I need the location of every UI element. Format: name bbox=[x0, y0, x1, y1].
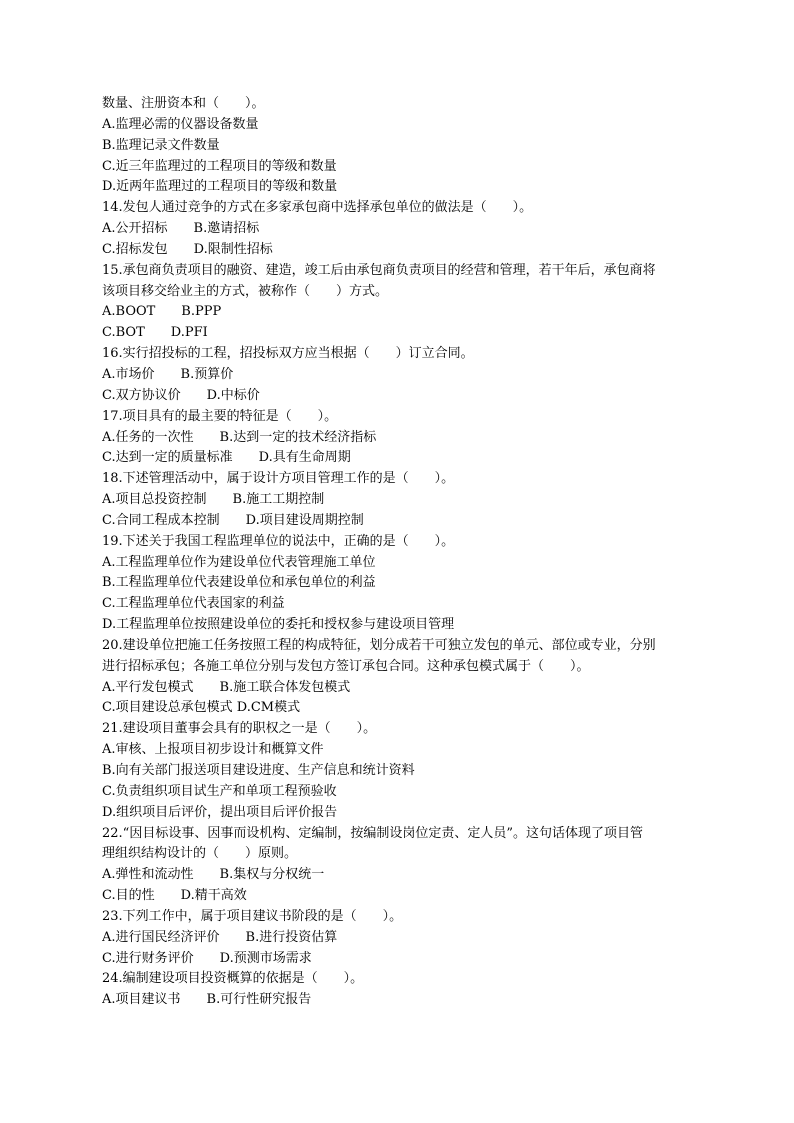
question-22: 22.“因目标设事、因事而设机构、定编制，按编制设岗位定责、定人员”。这句话体现了项目管 bbox=[102, 825, 643, 841]
option-c: C.近三年监理过的工程项目的等级和数量 bbox=[102, 158, 337, 174]
option-d: D.组织项目后评价，提出项目后评价报告 bbox=[102, 804, 338, 820]
options-ab: A.BOOT B.PPP bbox=[102, 304, 222, 320]
options-cd: C.双方协议价 D.中标价 bbox=[102, 387, 260, 403]
question-18: 18.下述管理活动中，属于设计方项目管理工作的是（ ）。 bbox=[102, 471, 455, 487]
option-b: B.向有关部门报送项目建设进度、生产信息和统计资料 bbox=[102, 763, 415, 778]
question-20-cont: 进行招标承包；各施工单位分别与发包方签订承包合同。这种承包模式属于（ ）。 bbox=[102, 658, 590, 674]
text-line: 数量、注册资本和（ ）。 bbox=[102, 96, 265, 111]
option-a: A.工程监理单位作为建设单位代表管理施工单位 bbox=[102, 554, 376, 570]
question-15: 15.承包商负责项目的融资、建造，竣工后由承包商负责项目的经营和管理，若干年后，承包商将 bbox=[102, 262, 656, 278]
options-cd: C.进行财务评价 D.预测市场需求 bbox=[102, 950, 312, 966]
option-a: A.监理必需的仪器设备数量 bbox=[102, 116, 259, 132]
options-cd: C.项目建设总承包模式 D.CM模式 bbox=[102, 700, 301, 716]
option-b: B.工程监理单位代表建设单位和承包单位的利益 bbox=[102, 575, 376, 591]
options-ab: A.弹性和流动性 B.集权与分权统一 bbox=[102, 867, 325, 883]
question-20: 20.建设单位把施工任务按照工程的构成特征，划分成若干可独立发包的单元、部位或专业，分别 bbox=[102, 637, 656, 653]
question-22-cont: 理组织结构设计的（ ）原则。 bbox=[102, 846, 298, 862]
options-cd: C.达到一定的质量标准 D.具有生命周期 bbox=[102, 450, 351, 466]
option-c: C.负责组织项目试生产和单项工程预验收 bbox=[102, 783, 337, 799]
options-ab: A.进行国民经济评价 B.进行投资估算 bbox=[102, 929, 338, 945]
options-ab: A.市场价 B.预算价 bbox=[102, 366, 234, 382]
options-ab: A.平行发包模式 B.施工联合体发包模式 bbox=[102, 679, 351, 695]
document-body bbox=[102, 94, 702, 1011]
option-d: D.近两年监理过的工程项目的等级和数量 bbox=[102, 179, 338, 195]
question-19: 19.下述关于我国工程监理单位的说法中，正确的是（ ）。 bbox=[102, 533, 455, 549]
option-a: A.审核、上报项目初步设计和概算文件 bbox=[102, 742, 324, 758]
question-16: 16.实行招投标的工程，招投标双方应当根据（ ）订立合同。 bbox=[102, 346, 474, 362]
options-ab: A.项目总投资控制 B.施工工期控制 bbox=[102, 492, 325, 508]
option-b: B.监理记录文件数量 bbox=[102, 137, 220, 153]
question-14: 14.发包人通过竞争的方式在多家承包商中选择承包单位的做法是（ ）。 bbox=[102, 200, 533, 216]
question-21: 21.建设项目董事会具有的职权之一是（ ）。 bbox=[102, 721, 377, 737]
question-15-cont: 该项目移交给业主的方式，被称作（ ）方式。 bbox=[102, 283, 389, 299]
options-ab: A.项目建议书 B.可行性研究报告 bbox=[102, 992, 312, 1008]
options-cd: C.招标发包 D.限制性招标 bbox=[102, 241, 273, 257]
question-23: 23.下列工作中，属于项目建议书阶段的是（ ）。 bbox=[102, 908, 403, 924]
options-cd: C.目的性 D.精干高效 bbox=[102, 888, 247, 904]
options-cd: C.合同工程成本控制 D.项目建设周期控制 bbox=[102, 512, 364, 528]
question-17: 17.项目具有的最主要的特征是（ ）。 bbox=[102, 408, 338, 424]
options-ab: A.公开招标 B.邀请招标 bbox=[102, 221, 260, 237]
options-ab: A.任务的一次性 B.达到一定的技术经济指标 bbox=[102, 429, 377, 445]
question-24: 24.编制建设项目投资概算的依据是（ ）。 bbox=[102, 971, 364, 987]
option-d: D.工程监理单位按照建设单位的委托和授权参与建设项目管理 bbox=[102, 617, 455, 633]
options-cd: C.BOT D.PFI bbox=[102, 325, 208, 341]
option-c: C.工程监理单位代表国家的利益 bbox=[102, 596, 285, 612]
